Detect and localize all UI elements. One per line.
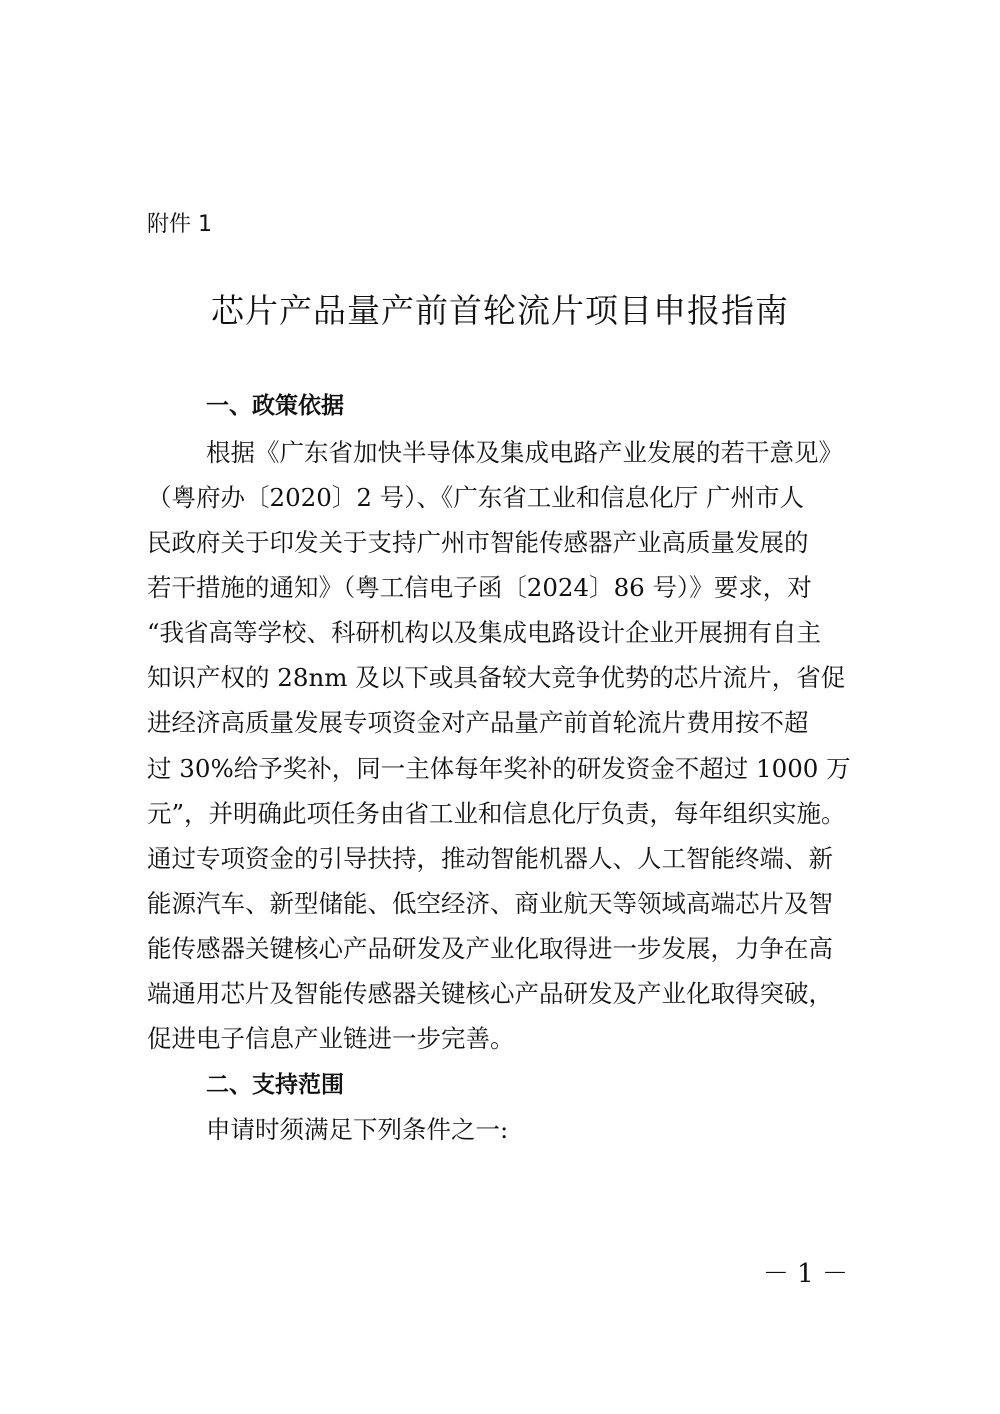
- page-number: － 1 －: [762, 1259, 848, 1289]
- paragraph-line: 过 30%给予奖补，同一主体每年奖补的研发资金不超过 1000 万: [147, 754, 851, 783]
- paragraph-line: （粤府办〔2020〕2 号）、《广东省工业和信息化厅 广州市人: [147, 483, 805, 512]
- paragraph-line: 端通用芯片及智能传感器关键核心产品研发及产业化取得突破，: [147, 979, 833, 1008]
- paragraph-line: “我省高等学校、科研机构以及集成电路设计企业开展拥有自主: [147, 618, 822, 647]
- paragraph-line: 若干措施的通知》（粤工信电子函〔2024〕86 号）》要求，对: [147, 573, 812, 602]
- paragraph-line: 能源汽车、新型储能、低空经济、商业航天等领域高端芯片及智: [147, 889, 833, 918]
- paragraph-line: 根据《广东省加快半导体及集成电路产业发展的若干意见》: [206, 438, 843, 467]
- paragraph-line: 进经济高质量发展专项资金对产品量产前首轮流片费用按不超: [147, 708, 809, 737]
- paragraph-line: 元”，并明确此项任务由省工业和信息化厅负责，每年组织实施。: [147, 799, 846, 828]
- attachment-label: 附件 1: [147, 212, 212, 237]
- paragraph-line: 通过专项资金的引导扶持，推动智能机器人、人工智能终端、新: [147, 844, 833, 873]
- paragraph-line: 能传感器关键核心产品研发及产业化取得进一步发展，力争在高: [147, 934, 833, 963]
- paragraph-line: 民政府关于印发关于支持广州市智能传感器产业高质量发展的: [147, 528, 809, 557]
- paragraph-line: 申请时须满足下列条件之一:: [206, 1115, 509, 1144]
- paragraph-line: 知识产权的 28nm 及以下或具备较大竞争优势的芯片流片，省促: [147, 663, 846, 692]
- section-heading-support-scope: 二、支持范围: [206, 1072, 344, 1098]
- paragraph-line: 促进电子信息产业链进一步完善。: [147, 1024, 515, 1053]
- section-heading-policy-basis: 一、政策依据: [206, 393, 344, 419]
- document-title: 芯片产品量产前首轮流片项目申报指南: [211, 291, 789, 330]
